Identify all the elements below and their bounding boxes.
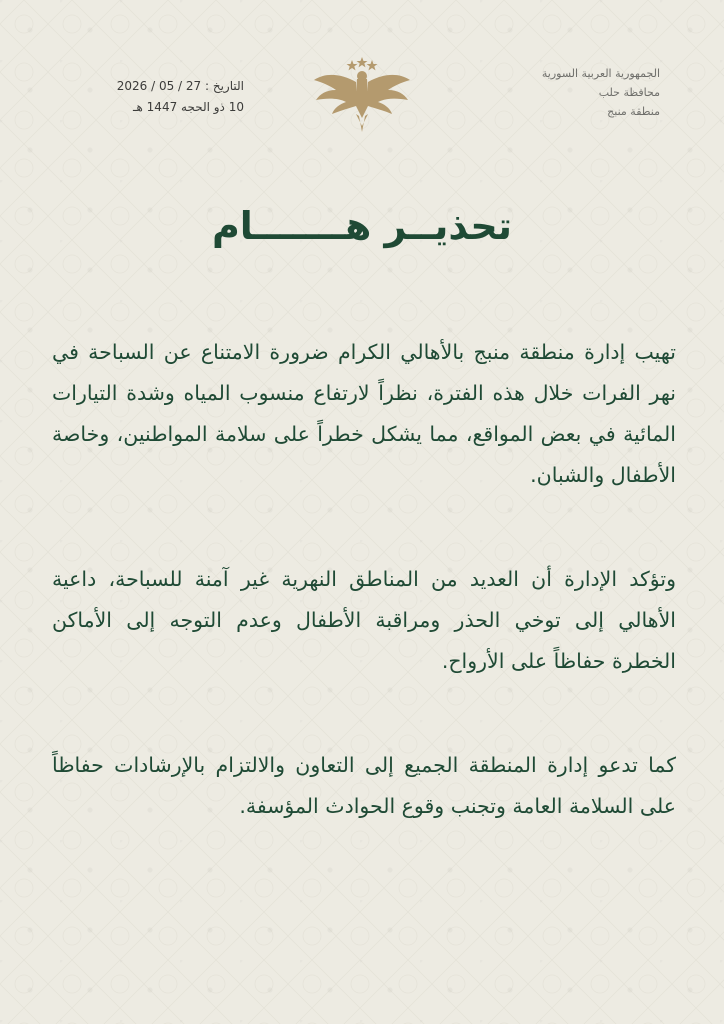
issuing-authority bbox=[500, 64, 660, 121]
page-title: تحذيــر هـــــــام bbox=[211, 204, 513, 248]
paragraph-warning: تهيب إدارة منطقة منبج بالأهالي الكرام ضرورة الامتناع عن السباحة في نهر الفرات خلال هذه الفترة، نظراً لارتفاع منسوب المياه وشدة التيارات المائية في بعض المواقع، مما يشكل خطراً على سلامة المواطنين، وخاصة الأطفال والشبان. bbox=[52, 340, 676, 487]
document-dates bbox=[64, 76, 244, 118]
eagle-emblem-icon bbox=[312, 56, 412, 134]
paragraph-cooperation: كما تدعو إدارة المنطقة الجميع إلى التعاون والالتزام بالإرشادات حفاظاً على السلامة العامة وتجنب وقوع الحوادث المؤسفة. bbox=[52, 753, 676, 818]
date-hijri: 10 ذو الحجه 1447 هـ bbox=[133, 100, 244, 114]
paragraph-caution: وتؤكد الإدارة أن العديد من المناطق النهرية غير آمنة للسباحة، داعية الأهالي إلى توخي الحذر ومراقبة الأطفال وعدم التوجه إلى الأماكن الخطرة حفاظاً على الأرواح. bbox=[52, 567, 676, 673]
authority-governorate: محافظة حلب bbox=[598, 86, 660, 99]
date-gregorian: التاريخ : 27 / 05 / 2026 bbox=[116, 79, 244, 93]
authority-region: منطقة منبج bbox=[607, 105, 660, 118]
authority-country: الجمهورية العربية السورية bbox=[541, 67, 660, 80]
